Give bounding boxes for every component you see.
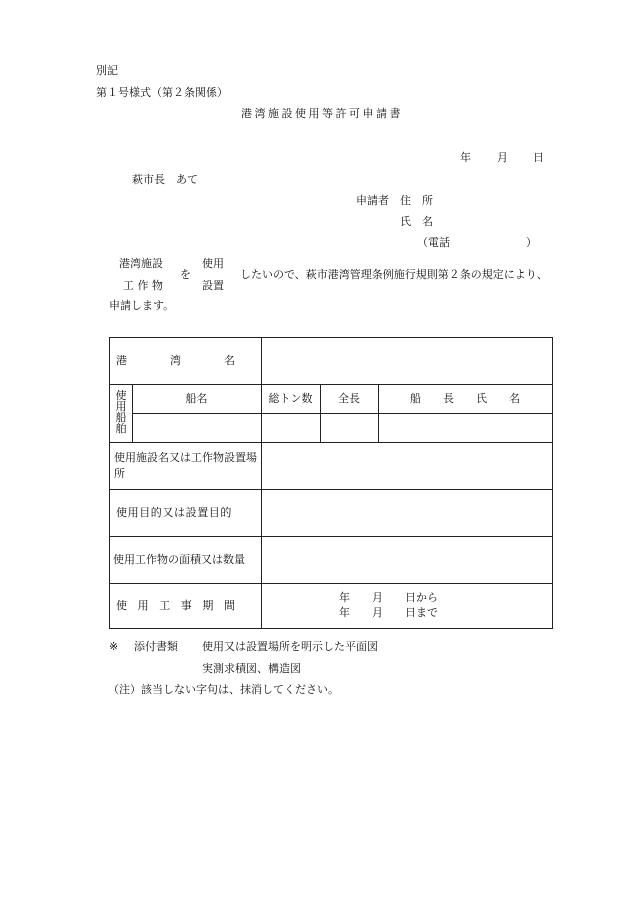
- area-quantity-label: 使用工作物の面積又は数量: [113, 553, 245, 566]
- option-install: 設置: [202, 279, 224, 292]
- column-divider: [261, 338, 262, 628]
- date-year: 年: [460, 151, 471, 164]
- page-title: 港湾施設使用等許可申請書: [241, 107, 403, 120]
- phone-open: （電話: [417, 236, 450, 249]
- date-month: 月: [497, 151, 508, 164]
- length-header: 全長: [338, 392, 360, 405]
- vessel-label: 使用船舶: [115, 389, 127, 435]
- body-sentence: したいので、萩市港湾管理条例施行規則第２条の規定により、: [240, 268, 548, 281]
- option-structure: 工 作 物: [123, 279, 163, 292]
- applicant-label: 申請者: [356, 194, 389, 207]
- facility-name-label: 使用施設名又は工作物設置場所: [114, 451, 257, 480]
- name-label: 氏 名: [400, 215, 433, 228]
- purpose-label: 使用目的又は設置目的: [116, 506, 232, 519]
- captain-name-header: 船 長 氏 名: [410, 392, 520, 405]
- footnote: （注）該当しない字句は、抹消してください。: [108, 683, 339, 696]
- row-divider: [110, 442, 552, 443]
- phone-close: ）: [526, 236, 537, 249]
- option-use: 使用: [202, 257, 224, 270]
- period-label: 使 用 工 事 期 間: [116, 599, 235, 612]
- date-day: 日: [533, 151, 544, 164]
- row-divider: [110, 583, 552, 584]
- attachment-1: 使用又は設置場所を明示した平面図: [202, 640, 378, 653]
- note-mark: ※: [109, 640, 119, 653]
- row-divider: [110, 384, 552, 385]
- option-facility: 港湾施設: [119, 257, 163, 270]
- body-closing: 申請します。: [109, 299, 175, 312]
- period-from: 年 月 日から: [339, 591, 438, 604]
- annex-label: 別記: [96, 64, 118, 77]
- row-divider: [132, 413, 552, 414]
- address-label: 住 所: [400, 194, 433, 207]
- addressee: 萩市長 あて: [132, 173, 198, 186]
- row-divider: [110, 489, 552, 490]
- port-name-label: 港 湾 名: [116, 354, 235, 367]
- ship-name-header: 船名: [185, 392, 208, 405]
- row-divider: [110, 536, 552, 537]
- attachments-label: 添付書類: [134, 640, 178, 653]
- application-form-table: [109, 337, 553, 629]
- gross-tonnage-header: 総トン数: [268, 392, 313, 405]
- form-number: 第１号様式（第２条関係）: [96, 86, 228, 99]
- particle-wo: を: [180, 268, 191, 281]
- attachment-2: 実測求積図、構造図: [202, 662, 301, 675]
- period-to: 年 月 日まで: [339, 606, 438, 619]
